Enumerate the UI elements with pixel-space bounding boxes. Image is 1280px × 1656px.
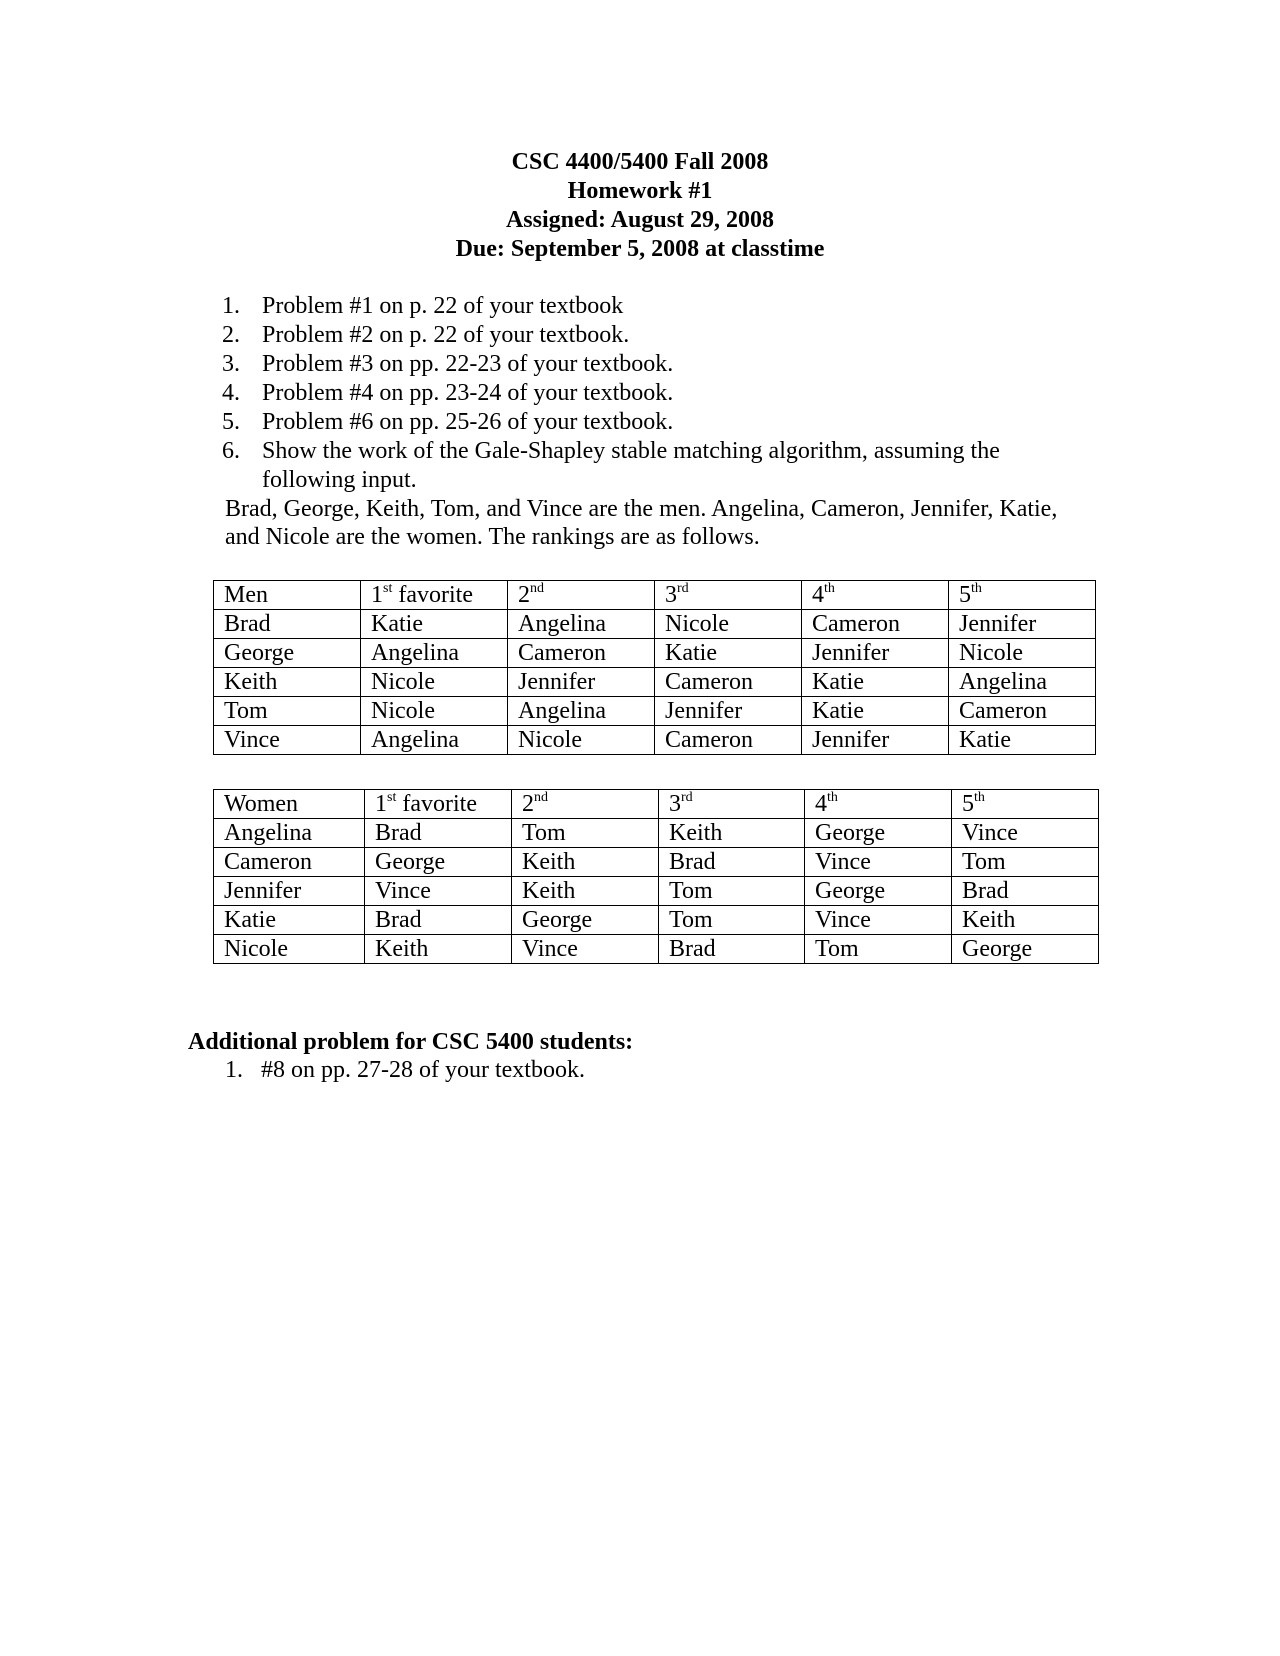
problem-list: [222, 292, 1062, 495]
table-cell: Cameron: [655, 668, 802, 697]
header-cell-2nd: [508, 581, 655, 610]
rank-suffix: th: [824, 581, 835, 596]
table-cell: George: [512, 906, 659, 935]
problem-number: 2.: [222, 322, 240, 348]
table-cell: Katie: [214, 906, 365, 935]
table-cell: Jennifer: [214, 877, 365, 906]
table-cell: Vince: [214, 726, 361, 755]
due-date: Due: September 5, 2008 at classtime: [455, 236, 825, 262]
table-cell: Nicole: [508, 726, 655, 755]
problem-item: [222, 292, 1062, 321]
rank-suffix: th: [971, 581, 982, 596]
table-row: [214, 610, 1096, 639]
table-cell: Vince: [805, 848, 952, 877]
rank-number: 3: [669, 791, 681, 817]
problem-text: Problem #6 on pp. 25-26 of your textbook.: [262, 409, 674, 435]
assigned-date: Assigned: August 29, 2008: [505, 207, 775, 233]
problem-item: [222, 350, 1062, 379]
additional-problem-list: [225, 1056, 585, 1085]
table-cell: Tom: [952, 848, 1099, 877]
header-cell-5th: [952, 790, 1099, 819]
header-cell-4th: [802, 581, 949, 610]
table-cell: Angelina: [949, 668, 1096, 697]
table-cell: Vince: [512, 935, 659, 964]
table-row: [214, 726, 1096, 755]
header-cell-1st: [361, 581, 508, 610]
table-cell: Nicole: [655, 610, 802, 639]
table-cell: Tom: [659, 906, 805, 935]
header-cell-men: Men: [214, 581, 361, 610]
header-cell-3rd: [655, 581, 802, 610]
rank-number: 4: [815, 791, 827, 817]
table-cell: Tom: [659, 877, 805, 906]
table-cell: Vince: [805, 906, 952, 935]
table-cell: Cameron: [655, 726, 802, 755]
table-cell: Jennifer: [655, 697, 802, 726]
table-cell: Brad: [365, 906, 512, 935]
homework-title: Homework #1: [567, 178, 713, 204]
table-cell: Nicole: [361, 668, 508, 697]
table-cell: Jennifer: [508, 668, 655, 697]
rank-number: 3: [665, 582, 677, 608]
table-cell: Katie: [361, 610, 508, 639]
table-cell: Keith: [512, 877, 659, 906]
rank-number: 1: [371, 582, 383, 608]
table-cell: Nicole: [214, 935, 365, 964]
problem-text: Problem #1 on p. 22 of your textbook: [262, 293, 624, 319]
rank-number: 1: [375, 791, 387, 817]
table-cell: Nicole: [361, 697, 508, 726]
table-row: [214, 819, 1099, 848]
rank-suffix: st: [387, 790, 397, 805]
table-cell: Katie: [949, 726, 1096, 755]
table-cell: Nicole: [949, 639, 1096, 668]
table-cell: Katie: [802, 697, 949, 726]
table-row: [214, 668, 1096, 697]
header-cell-2nd: [512, 790, 659, 819]
rank-suffix: rd: [677, 581, 689, 596]
rank-number: 2: [522, 791, 534, 817]
rank-suffix: st: [383, 581, 393, 596]
table-cell: Brad: [659, 935, 805, 964]
table-cell: George: [805, 819, 952, 848]
rank-suffix: th: [827, 790, 838, 805]
table-cell: Keith: [512, 848, 659, 877]
rank-label: favorite: [392, 582, 473, 608]
problem-number: 1.: [225, 1057, 243, 1083]
table-cell: Cameron: [214, 848, 365, 877]
rank-suffix: rd: [681, 790, 693, 805]
table-cell: George: [365, 848, 512, 877]
problem-text: Problem #3 on pp. 22-23 of your textbook.: [262, 351, 674, 377]
table-cell: Angelina: [361, 726, 508, 755]
problem-text: Problem #4 on pp. 23-24 of your textbook.: [262, 380, 674, 406]
problem-text: Show the work of the Gale-Shapley stable matching algorithm, assuming the following input.: [262, 438, 1000, 493]
problem-text: Problem #2 on p. 22 of your textbook.: [262, 322, 630, 348]
table-cell: Katie: [655, 639, 802, 668]
rank-label: favorite: [396, 791, 477, 817]
header-cell-3rd: [659, 790, 805, 819]
women-rankings-table: [213, 789, 1099, 964]
table-header-row: [214, 790, 1099, 819]
table-cell: Cameron: [508, 639, 655, 668]
rankings-intro: Brad, George, Keith, Tom, and Vince are the men. Angelina, Cameron, Jennifer, Katie, and Nicole are the women. The rankings are as follows.: [225, 496, 1058, 550]
table-row: [214, 935, 1099, 964]
table-cell: Katie: [802, 668, 949, 697]
table-cell: Keith: [214, 668, 361, 697]
table-cell: Brad: [659, 848, 805, 877]
table-cell: Angelina: [214, 819, 365, 848]
header-cell-4th: [805, 790, 952, 819]
table-cell: Jennifer: [802, 726, 949, 755]
table-cell: Keith: [952, 906, 1099, 935]
table-cell: Brad: [952, 877, 1099, 906]
problem-text: #8 on pp. 27-28 of your textbook.: [261, 1057, 585, 1083]
table-cell: Jennifer: [802, 639, 949, 668]
table-cell: Brad: [214, 610, 361, 639]
header-cell-5th: [949, 581, 1096, 610]
problem-number: 4.: [222, 380, 240, 406]
table-cell: George: [805, 877, 952, 906]
course-title: CSC 4400/5400 Fall 2008: [511, 149, 769, 175]
rank-number: 4: [812, 582, 824, 608]
header-cell-1st: [365, 790, 512, 819]
men-rankings-table: [213, 580, 1096, 755]
table-row: [214, 639, 1096, 668]
table-row: [214, 877, 1099, 906]
table-header-row: [214, 581, 1096, 610]
additional-problem-heading: Additional problem for CSC 5400 students:: [188, 1029, 634, 1055]
problem-item: [222, 437, 1062, 495]
problem-number: 3.: [222, 351, 240, 377]
table-cell: Tom: [805, 935, 952, 964]
header-cell-women: Women: [214, 790, 365, 819]
table-cell: George: [214, 639, 361, 668]
rank-suffix: th: [974, 790, 985, 805]
table-cell: Tom: [214, 697, 361, 726]
problem-number: 1.: [222, 293, 240, 319]
table-cell: Jennifer: [949, 610, 1096, 639]
table-cell: Brad: [365, 819, 512, 848]
rank-suffix: nd: [534, 790, 548, 805]
table-cell: Angelina: [508, 610, 655, 639]
problem-item: [222, 408, 1062, 437]
table-cell: Keith: [365, 935, 512, 964]
table-cell: Keith: [659, 819, 805, 848]
problem-item: [222, 379, 1062, 408]
rank-suffix: nd: [530, 581, 544, 596]
table-cell: Cameron: [949, 697, 1096, 726]
table-row: [214, 848, 1099, 877]
problem-number: 5.: [222, 409, 240, 435]
rank-number: 2: [518, 582, 530, 608]
table-cell: Tom: [512, 819, 659, 848]
problem-item: [222, 321, 1062, 350]
table-cell: Angelina: [508, 697, 655, 726]
problem-number: 6.: [222, 438, 240, 464]
table-row: [214, 906, 1099, 935]
table-row: [214, 697, 1096, 726]
problem-item: [225, 1056, 585, 1085]
table-cell: Angelina: [361, 639, 508, 668]
rank-number: 5: [962, 791, 974, 817]
rank-number: 5: [959, 582, 971, 608]
table-cell: George: [952, 935, 1099, 964]
table-cell: Vince: [365, 877, 512, 906]
table-cell: Vince: [952, 819, 1099, 848]
table-cell: Cameron: [802, 610, 949, 639]
document-header: [0, 148, 1280, 264]
